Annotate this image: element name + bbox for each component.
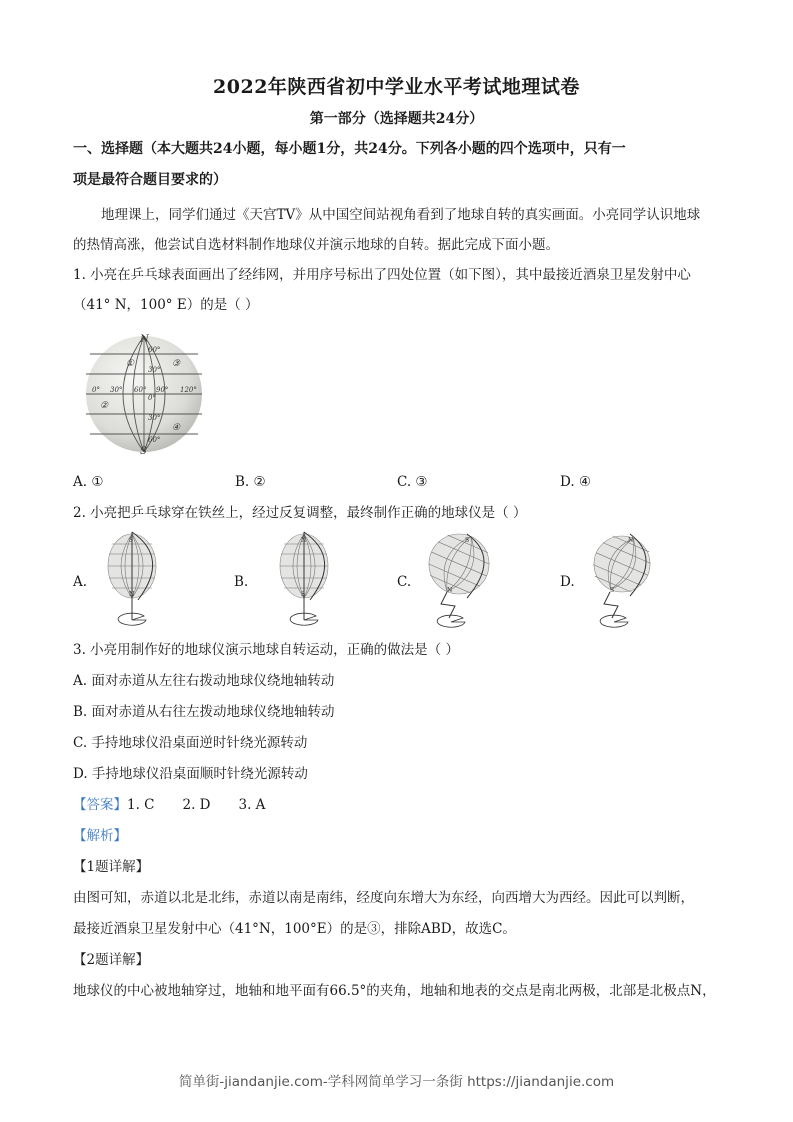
q1-option-c: C. ③ — [397, 474, 428, 490]
q1-option-d: D. ④ — [560, 474, 592, 490]
q2-option-c-label: C. — [397, 574, 412, 590]
svg-text:30°: 30° — [148, 414, 161, 422]
globe-option-c — [415, 528, 505, 633]
q1-option-a: A. ① — [73, 474, 104, 490]
instructions-line-1: 一、选择题（本大题共24小题，每小题1分，共24分。下列各小题的四个选项中，只有一 — [73, 141, 626, 157]
globe-option-d — [578, 528, 668, 633]
svg-text:60°: 60° — [148, 436, 161, 444]
svg-text:30°: 30° — [148, 366, 161, 374]
q2-stem: 2. 小亮把乒乓球穿在铁丝上，经过反复调整，最终制作正确的地球仪是（ ） — [73, 505, 527, 521]
q1-stem-line-1: 1. 小亮在乒乓球表面画出了经纬网，并用序号标出了四处位置（如下图），其中最接近酒泉卫星发射中心 — [73, 267, 691, 283]
answer-line — [73, 795, 265, 815]
detail-1-line-1: 由图可知，赤道以北是北纬，赤道以南是南纬，经度向东增大为东经，向西增大为西经。因此可以判断， — [73, 890, 694, 906]
svg-text:N: N — [628, 537, 634, 544]
q2-option-b-label: B. — [234, 574, 249, 590]
answer-3: 3. A — [238, 797, 266, 813]
svg-text:S: S — [610, 587, 615, 594]
svg-text:0°: 0° — [148, 394, 156, 402]
svg-text:N: N — [301, 537, 307, 544]
marker-3: ③ — [172, 359, 181, 369]
detail-2-line-1: 地球仪的中心被地轴穿过，地轴和地平面有66.5°的夹角，地轴和地表的交点是南北两极，北部是北极点N， — [73, 983, 716, 999]
q3-stem: 3. 小亮用制作好的地球仪演示地球自转运动，正确的做法是（ ） — [73, 642, 459, 658]
q1-stem-line-2: （41° N，100° E）的是（ ） — [73, 297, 259, 313]
page-title: 2022年陕西省初中学业水平考试地理试卷 — [213, 76, 580, 98]
marker-1: ① — [126, 359, 135, 369]
svg-text:120°: 120° — [180, 386, 197, 394]
q3-option-c: C. 手持地球仪沿桌面逆时针绕光源转动 — [73, 735, 308, 751]
q1-option-b: B. ② — [235, 474, 266, 490]
answer-1: 1. C — [127, 797, 155, 813]
q3-option-b: B. 面对赤道从右往左拨动地球仪绕地轴转动 — [73, 704, 335, 720]
answer-2: 2. D — [182, 797, 211, 813]
detail-2-label: 【2题详解】 — [73, 952, 150, 968]
south-pole-label: S — [140, 446, 147, 456]
marker-4: ④ — [172, 423, 181, 433]
svg-text:30°: 30° — [110, 386, 123, 394]
svg-text:S: S — [129, 537, 134, 544]
analysis-label: 【解析】 — [73, 828, 127, 844]
detail-1-line-2: 最接近酒泉卫星发射中心（41°N，100°E）的是③，排除ABD，故选C。 — [73, 921, 516, 937]
marker-2: ② — [100, 401, 109, 411]
detail-1-label: 【1题详解】 — [73, 859, 150, 875]
intro-line-1: 地理课上，同学们通过《天宫TV》从中国空间站视角看到了地球自转的真实画面。小亮同学认识地球 — [101, 207, 701, 223]
q3-option-a: A. 面对赤道从左往右拨动地球仪绕地轴转动 — [73, 673, 335, 689]
svg-text:S: S — [301, 591, 306, 598]
svg-text:60°: 60° — [148, 346, 161, 354]
q3-option-d: D. 手持地球仪沿桌面顺时针绕光源转动 — [73, 766, 308, 782]
svg-text:0°: 0° — [92, 386, 100, 394]
graticule-globe-figure — [82, 332, 206, 456]
answer-label: 【答案】 — [73, 797, 127, 813]
footer-watermark: 简单街-jiandanjie.com-学科网简单学习一条街 https://jiandanjie.com — [178, 1074, 615, 1090]
north-pole-label: N — [140, 334, 149, 345]
intro-line-2: 的热情高涨，他尝试自选材料制作地球仪并演示地球的自转。据此完成下面小题。 — [73, 237, 559, 253]
svg-text:90°: 90° — [156, 386, 169, 394]
instructions-line-2: 项是最符合题目要求的） — [73, 172, 227, 188]
svg-text:N: N — [129, 591, 135, 598]
q2-option-d-label: D. — [560, 574, 575, 590]
q2-option-a-label: A. — [73, 574, 88, 590]
svg-text:60°: 60° — [134, 386, 147, 394]
section-heading: 第一部分（选择题共24分） — [309, 111, 484, 127]
globe-option-b — [262, 528, 352, 633]
svg-text:S: S — [465, 537, 470, 544]
globe-option-a — [90, 528, 180, 633]
svg-text:N: N — [447, 587, 453, 594]
